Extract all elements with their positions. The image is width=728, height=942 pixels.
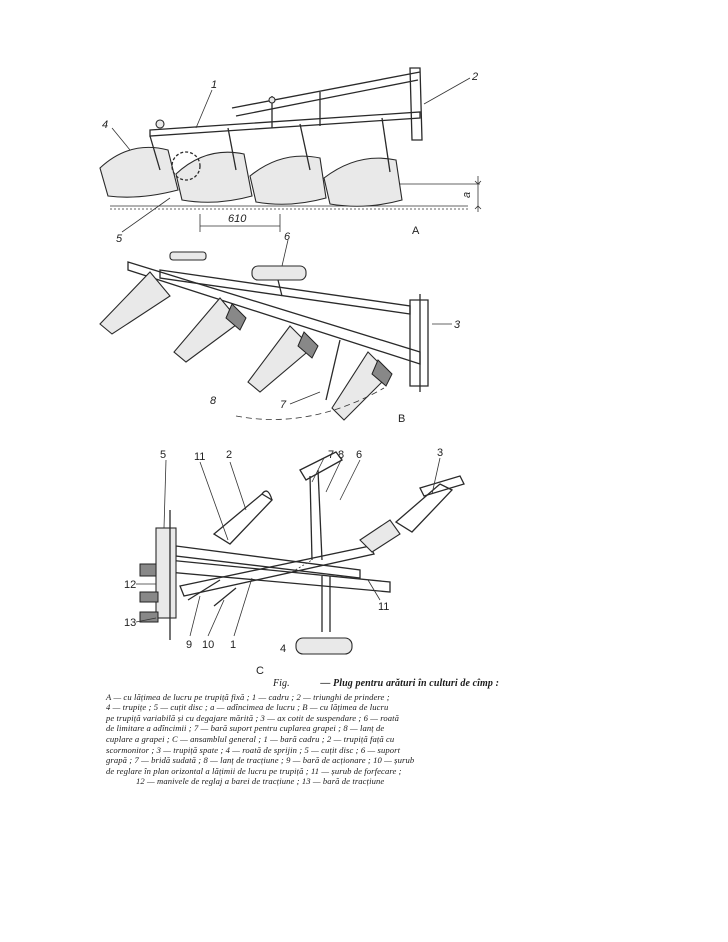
leader (164, 460, 166, 528)
support-wheel (296, 638, 352, 654)
panel-a-side-view (100, 68, 481, 245)
plow-share (332, 352, 390, 420)
callout-c-13: 13 (124, 617, 137, 629)
plow-share (100, 272, 170, 334)
plow-body (250, 124, 326, 204)
leader (190, 596, 200, 636)
leader (230, 462, 246, 510)
figure-label: Fig. (272, 678, 290, 689)
leader (424, 78, 470, 104)
leader (282, 240, 288, 266)
dimension-a-label: a (461, 191, 473, 198)
caption-line: pe trupiță variabilă și cu degajare mărită ; 3 — ax cotit de suspendare ; 6 — roată (106, 712, 400, 723)
figure-caption (106, 679, 626, 787)
disc-coulter-top (170, 252, 206, 260)
callout-a-2: 2 (472, 71, 479, 83)
callout-a-5: 5 (116, 233, 123, 245)
callout-b-3: 3 (454, 319, 461, 331)
callout-b-6: 6 (284, 231, 291, 243)
leader (326, 458, 342, 492)
leader (200, 462, 228, 540)
callout-c-7: 7 (328, 449, 335, 461)
bolt (269, 97, 275, 103)
caption-line: de limitare a adîncimii ; 7 — bară suport pentru cuplarea grapei ; 8 — lanț de (106, 723, 385, 734)
leader (432, 458, 440, 494)
plow-body (324, 118, 402, 206)
callout-c-4: 4 (280, 643, 287, 655)
callout-c-2: 2 (226, 449, 233, 461)
adjusting-screw (214, 588, 236, 606)
callout-c-11: 11 (194, 451, 206, 463)
crank-handle (140, 592, 158, 602)
frame-beam (150, 112, 420, 136)
panel-c-label: C (256, 665, 264, 677)
rear-plow-arm (420, 476, 464, 496)
leader (340, 460, 360, 500)
frame-rail (176, 546, 360, 578)
harrow-support (300, 452, 342, 480)
callout-c-11b: 11 (378, 601, 390, 613)
harrow-post (310, 476, 312, 560)
callout-c-3: 3 (437, 447, 444, 459)
hitch-crossbar (410, 300, 428, 386)
caption-line: scormonitor ; 3 — trupiță spate ; 4 — roată de sprijin ; 5 — cuțit disc ; 6 — suport (106, 744, 401, 755)
callout-c-12: 12 (124, 579, 137, 591)
dimension-610-label: 610 (228, 213, 247, 225)
left-crossbar (156, 528, 176, 618)
callout-c-1: 1 (230, 639, 237, 651)
figure-title: — Plug pentru arături în culturi de cîmp : (320, 678, 500, 689)
panel-a-label: A (412, 225, 420, 237)
leader (112, 128, 130, 150)
callout-b-8: 8 (210, 395, 217, 407)
bolt (156, 120, 164, 128)
harrow-support-bar (326, 340, 340, 400)
panel-b-plan-view (100, 231, 461, 425)
depth-wheel (252, 266, 306, 280)
callout-b-7: 7 (280, 399, 287, 411)
caption-line: 4 — trupițe ; 5 — cuțit disc ; a — adîncimea de lucru ; B — cu lățimea de lucru (106, 702, 389, 713)
leader (122, 198, 170, 232)
caption-title-row (146, 679, 626, 690)
callout-c-9: 9 (186, 639, 193, 651)
leader (290, 392, 320, 404)
leader (234, 578, 252, 636)
callout-c-8: 8 (338, 449, 345, 461)
caption-line: cuplare a grapei ; C — ansamblul general ; 1 — bară cadru ; 2 — trupiță față cu (106, 733, 395, 744)
callout-a-4: 4 (102, 119, 109, 131)
callout-a-1: 1 (211, 79, 218, 91)
caption-line: de reglare în plan orizontal a lățimii de lucru pe trupiță ; 11 — șurub de forfecare ; (106, 765, 402, 776)
harrow-post (318, 470, 322, 560)
caption-line: A — cu lățimea de lucru pe trupiță fixă ; 1 — cadru ; 2 — triunghi de prindere ; (106, 691, 390, 702)
panel-c-assembly (124, 447, 464, 677)
caption-line: 12 — manivele de reglaj a barei de tracțiune ; 13 — bară de tracțiune (136, 776, 385, 787)
panel-b-label: B (398, 413, 406, 425)
rear-plow (396, 484, 452, 532)
callout-c-10: 10 (202, 639, 215, 651)
plow-body (100, 136, 178, 197)
callout-c-5: 5 (160, 449, 167, 461)
callout-c-6: 6 (356, 449, 363, 461)
leader (196, 90, 212, 128)
leader (208, 600, 224, 636)
caption-line: grapă ; 7 — bridă sudată ; 8 — lanț de tracțiune ; 9 — bară de acționare ; 10 — șurub (106, 755, 415, 766)
disc-hub (140, 564, 156, 576)
plow-body (176, 128, 252, 202)
